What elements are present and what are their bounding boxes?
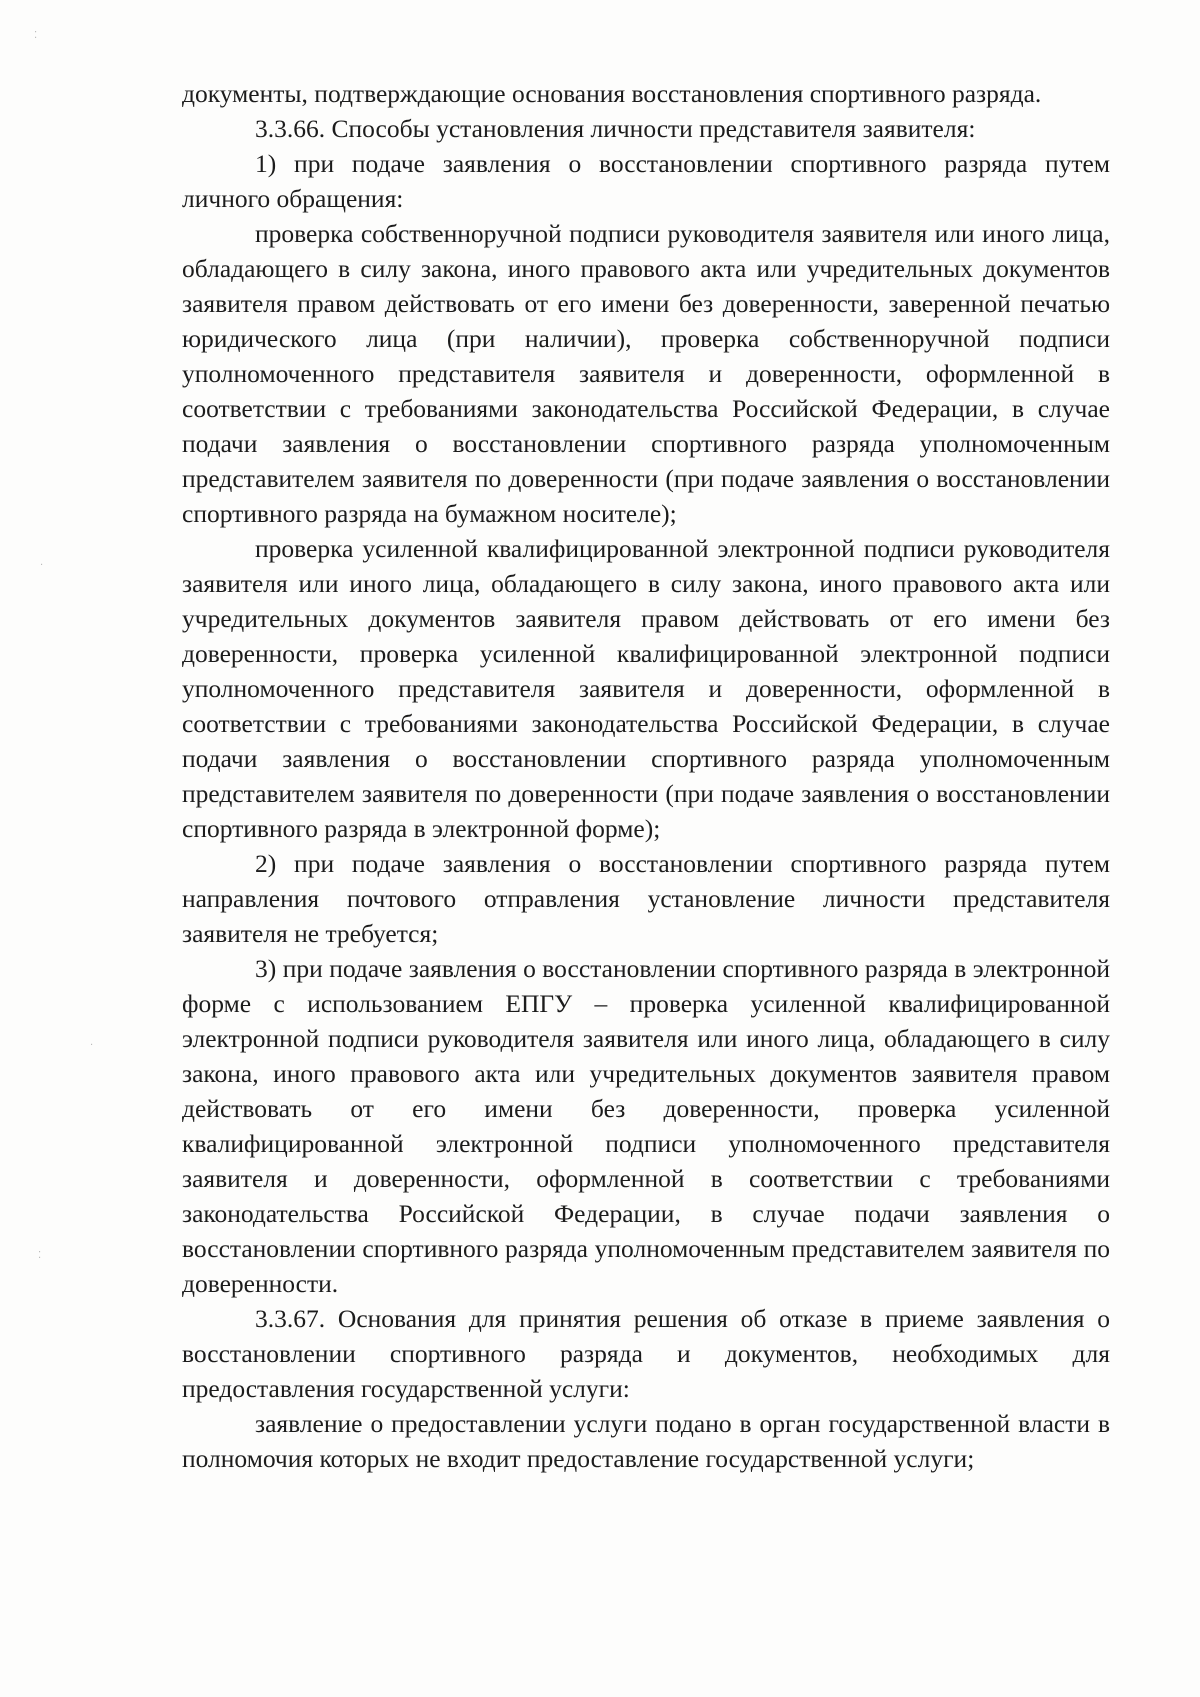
paragraph-3-3-67-heading: 3.3.67. Основания для принятия решения об отказе в приеме заявления о восстановлении спортивного разряда и документов, необходимых для предоставления государственной услуги: (182, 1304, 1110, 1403)
scan-speck: ⁚ (34, 30, 38, 41)
paragraph-item-1-personal-visit: 1) при подаче заявления о восстановлении спортивного разряда путем личного обращения: (182, 149, 1110, 213)
paragraph-item-2-postal: 2) при подаче заявления о восстановлении спортивного разряда путем направления почтового отправления установление личности представителя заявителя не требуется; (182, 849, 1110, 948)
paragraph-refusal-ground-authority: заявление о предоставлении услуги подано в орган государственной власти в полномочия которых не входит предоставление государственной услуги; (182, 1409, 1110, 1473)
scan-speck: ⁚ (38, 1250, 42, 1261)
scan-speck: · (40, 560, 44, 571)
paragraph-item-3-epgu: 3) при подаче заявления о восстановлении спортивного разряда в электронной форме с использованием ЕПГУ – проверка усиленной квалифицированной электронной подписи руководителя заявителя или иного лица, обладающего в силу закона, иного правового акта или учредительных документов заявителя правом действовать от его имени без доверенности, проверка усиленной квалифицированной электронной подписи уполномоченного представителя заявителя и доверенности, оформленной в соответствии с требованиями законодательства Российской Федерации, в случае подачи заявления о восстановлении спортивного разряда уполномоченным представителем заявителя по доверенности. (182, 954, 1110, 1298)
scan-speck: · (90, 1040, 94, 1051)
paragraph-documents-basis: документы, подтверждающие основания восстановления спортивного разряда. (182, 79, 1042, 108)
document-body (182, 76, 1110, 1476)
paragraph-electronic-signature-check: проверка усиленной квалифицированной электронной подписи руководителя заявителя или иного лица, обладающего в силу закона, иного правового акта или учредительных документов заявителя правом действовать от его имени без доверенности, проверка усиленной квалифицированной электронной подписи уполномоченного представителя заявителя и доверенности, оформленной в соответствии с требованиями законодательства Российской Федерации, в случае подачи заявления о восстановлении спортивного разряда уполномоченным представителем заявителя по доверенности (при подаче заявления о восстановлении спортивного разряда в электронной форме); (182, 534, 1110, 843)
paragraph-handwritten-signature-check: проверка собственноручной подписи руководителя заявителя или иного лица, обладающего в силу закона, иного правового акта или учредительных документов заявителя правом действовать от его имени без доверенности, заверенной печатью юридического лица (при наличии), проверка собственноручной подписи уполномоченного представителя заявителя и доверенности, оформленной в соответствии с требованиями законодательства Российской Федерации, в случае подачи заявления о восстановлении спортивного разряда уполномоченным представителем заявителя по доверенности (при подаче заявления о восстановлении спортивного разряда на бумажном носителе); (182, 219, 1110, 528)
paragraph-3-3-66-heading: 3.3.66. Способы установления личности представителя заявителя: (255, 114, 976, 143)
